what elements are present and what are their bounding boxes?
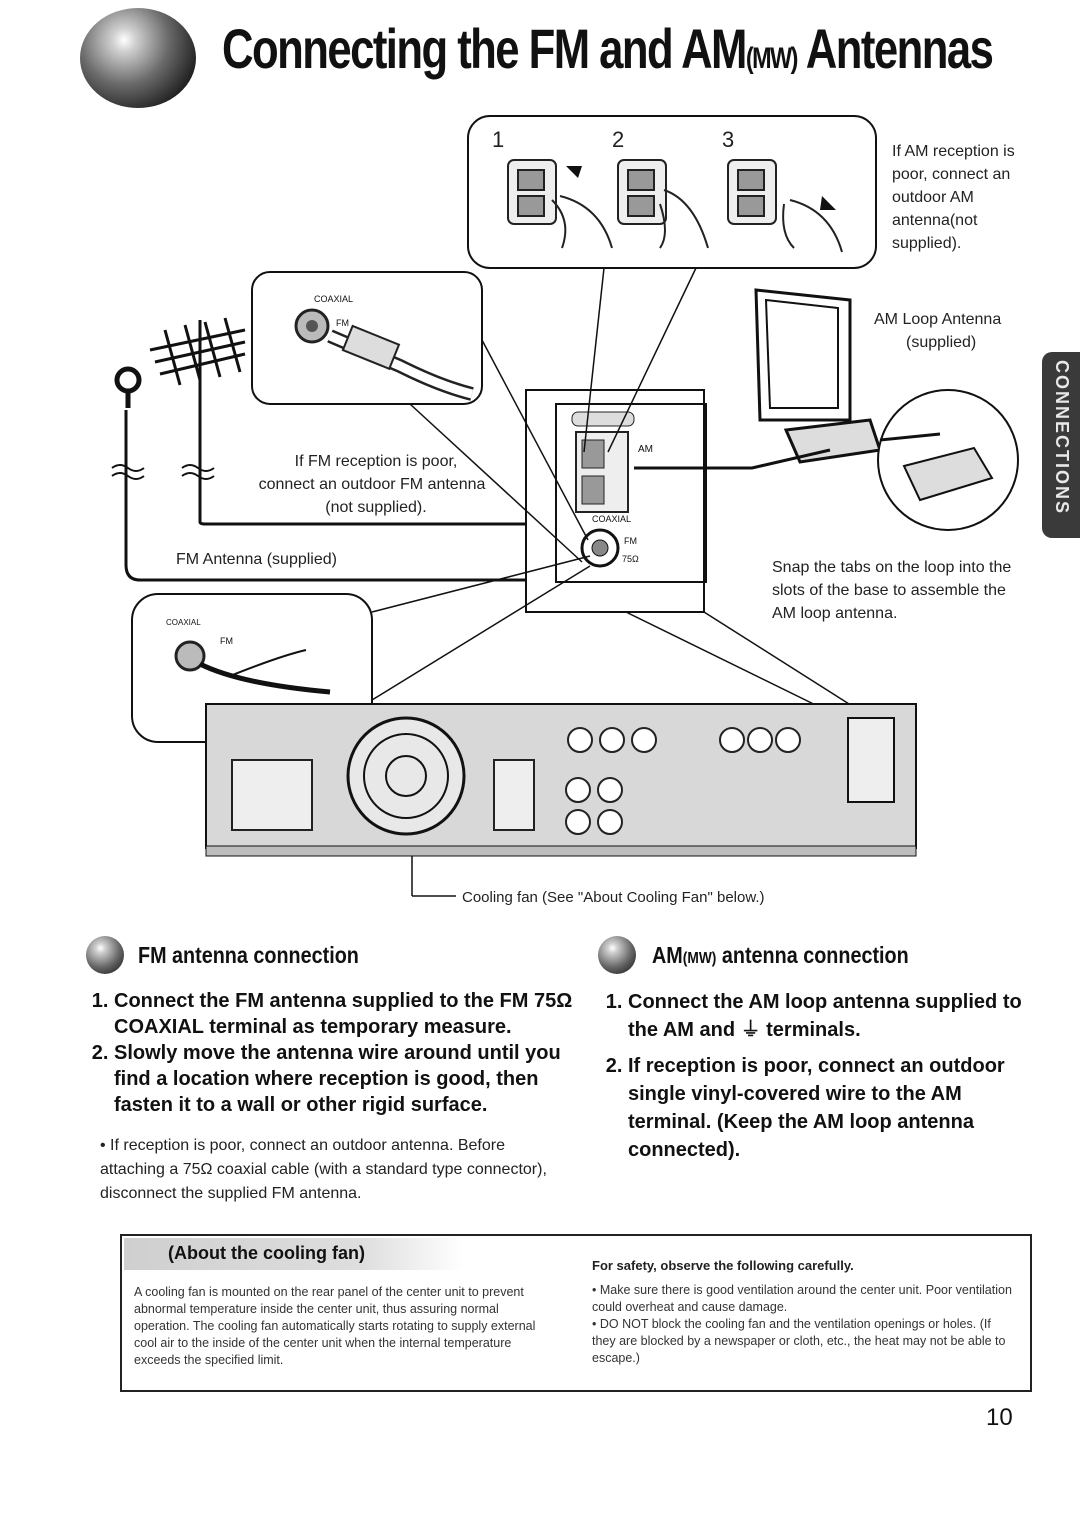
fm-step-1: 1. Connect the FM antenna supplied to the FM 75Ω COAXIAL terminal as temporary measure. [114, 988, 576, 1040]
am-section-bullet-icon [598, 936, 636, 974]
am-loop-antenna-label: AM Loop Antenna (supplied) [874, 311, 1002, 351]
fm-section-bullet-icon [86, 936, 124, 974]
terminal-fm-label: FM [624, 536, 637, 546]
fm-steps [86, 988, 576, 1118]
fm-section-heading: FM antenna connection [138, 942, 359, 968]
fm-label: FM [336, 318, 349, 328]
am-section-heading: AM(MW) antenna connection [652, 942, 909, 968]
cooling-fan-icon [348, 718, 464, 834]
safety-list [592, 1282, 1012, 1367]
step-number-3: 3 [722, 127, 735, 152]
snap-tabs-note: Snap the tabs on the loop into the slots of the base to assemble the AM loop antenna. [772, 559, 1012, 622]
fm-antenna-label: FM Antenna (supplied) [176, 551, 337, 568]
step-number-2: 2 [612, 127, 625, 152]
fm-outdoor-note: If FM reception is poor, connect an outdoor FM antenna (not supplied). [258, 453, 486, 516]
safety-item: • Make sure there is good ventilation around the center unit. Poor ventilation could overheat and cause damage. [592, 1283, 1012, 1314]
section-tab-connections: CONNECTIONS [1042, 352, 1080, 538]
am-step-1: 1. Connect the AM loop antenna supplied to the AM and ⏚ terminals. [628, 988, 1030, 1044]
am-step-2: 2. If reception is poor, connect an outdoor single vinyl-covered wire to the AM terminal. (Keep the AM loop antenna connected). [628, 1052, 1030, 1164]
page-number: 10 [986, 1404, 1013, 1431]
speaker-terminals [232, 760, 312, 830]
am-steps [600, 988, 1030, 1164]
cooling-fan-label: Cooling fan (See "About Cooling Fan" below.) [462, 889, 765, 906]
fm-step-2: 2. Slowly move the antenna wire around until you find a location where reception is good, then fasten it to a wall or other rigid surface. [114, 1040, 576, 1118]
ring-terminal-icon [117, 369, 139, 391]
terminal-coaxial-label: COAXIAL [592, 514, 632, 524]
am-outdoor-note: If AM reception is poor, connect an outdoor AM antenna(not supplied). [892, 143, 1015, 252]
terminal-75-label: 75Ω [622, 554, 639, 564]
safety-heading: For safety, observe the following carefully. [592, 1258, 854, 1273]
coaxial-label: COAXIAL [314, 294, 354, 304]
page-title: Connecting the FM and AM(MW) Antennas [222, 17, 993, 80]
inset-coaxial-label: COAXIAL [166, 618, 201, 627]
terminal-am-label: AM [638, 444, 653, 455]
outdoor-fm-antenna-illustration [150, 318, 245, 520]
step-number-1: 1 [492, 127, 505, 152]
cooling-fan-heading-bar: (About the cooling fan) [124, 1238, 464, 1270]
cooling-fan-info-box [120, 1234, 1032, 1392]
cooling-fan-description: A cooling fan is mounted on the rear panel of the center unit to prevent abnormal temperature inside the center unit, thus assuring normal operation. The cooling fan automatically starts rotating to supply external cool air to the inside of the center unit when the internal temperature exceeds the specified limit. [134, 1285, 536, 1367]
fm-bullet-note: • If reception is poor, connect an outdoor antenna. Before attaching a 75Ω coaxial cable (with a standard type connector), disconnect the supplied FM antenna. [100, 1137, 547, 1202]
am-loop-antenna-illustration [756, 290, 880, 462]
inset-fm-label: FM [220, 636, 233, 646]
safety-item: • DO NOT block the cooling fan and the ventilation openings or holes. (If they are blocked by a newspaper or cloth, etc., the heat may not be able to escape.) [592, 1317, 1006, 1365]
